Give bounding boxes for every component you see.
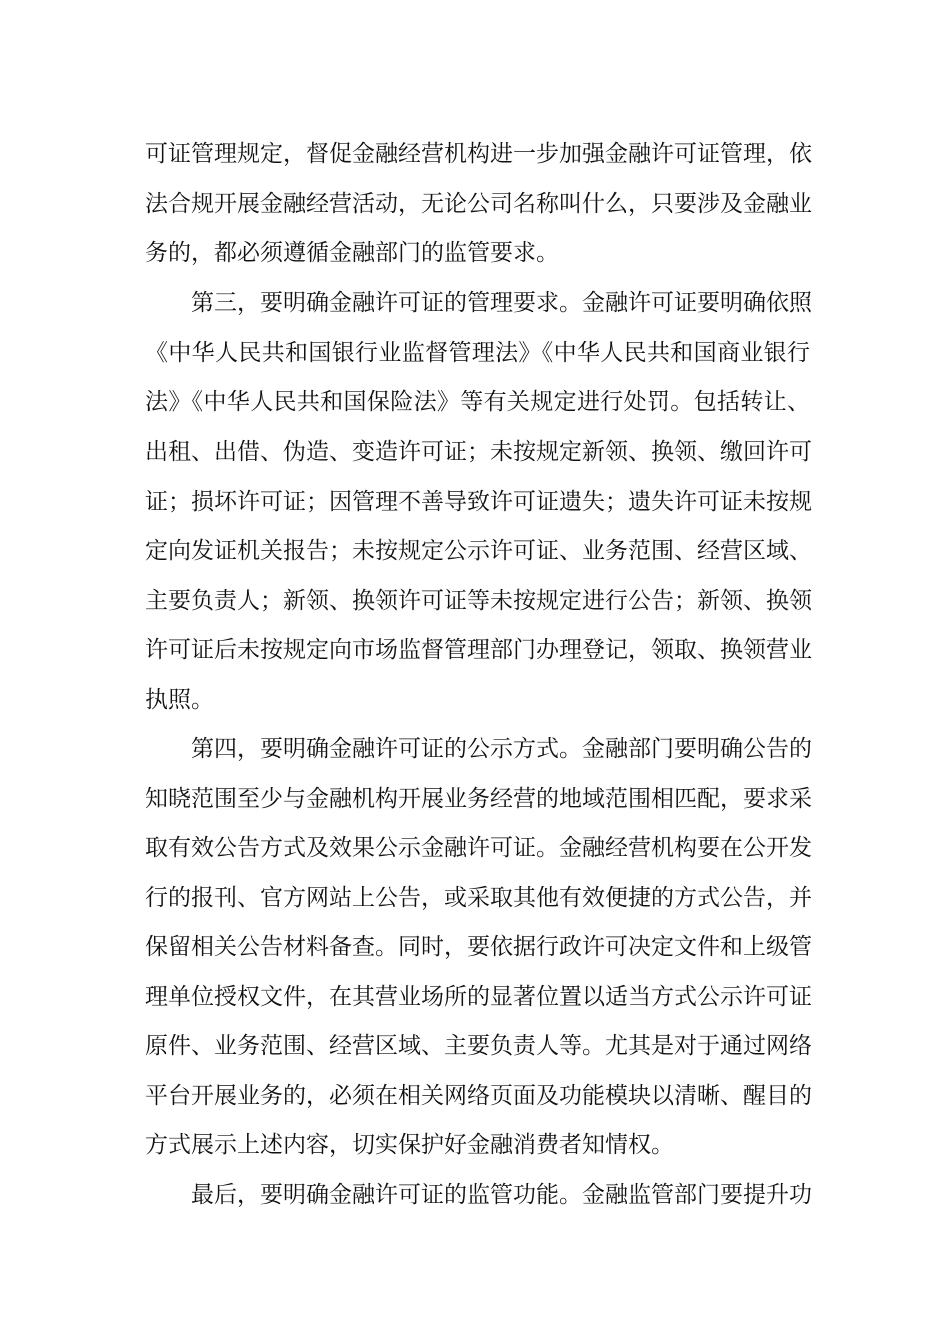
paragraph-2-line-4: 出租、出借、伪造、变造许可证；未按规定新领、换领、缴回许可 [145,439,812,465]
paragraph-2-line-1: 第三，要明确金融许可证的管理要求。金融许可证要明确依照 [191,290,812,316]
paragraph-1-line-3: 务的，都必须遵循金融部门的监管要求。 [145,240,559,266]
paragraph-3-line-6: 理单位授权文件，在其营业场所的显著位置以适当方式公示许可证 [145,984,812,1010]
paragraph-1-line-1: 可证管理规定，督促金融经营机构进一步加强金融许可证管理，依 [145,141,812,167]
paragraph-1-line-2: 法合规开展金融经营活动，无论公司名称叫什么，只要涉及金融业 [145,191,812,217]
paragraph-3-line-2: 知晓范围至少与金融机构开展业务经营的地域范围相匹配，要求采 [145,786,812,812]
paragraph-3-line-9: 方式展示上述内容，切实保护好金融消费者知情权。 [145,1132,674,1158]
paragraph-2-line-2: 《中华人民共和国银行业监督管理法》《中华人民共和国商业银行 [145,340,810,366]
paragraph-2-line-6: 定向发证机关报告；未按规定公示许可证、业务范围、经营区域、 [145,538,812,564]
paragraph-3-line-5: 保留相关公告材料备查。同时，要依据行政许可决定文件和上级管 [145,934,812,960]
paragraph-3-line-7: 原件、业务范围、经营区域、主要负责人等。尤其是对于通过网络 [145,1033,812,1059]
paragraph-2-line-9: 执照。 [145,687,214,713]
document-page [145,0,810,1344]
paragraph-3-line-1: 第四，要明确金融许可证的公示方式。金融部门要明确公告的 [191,736,812,762]
paragraph-3-line-4: 行的报刊、官方网站上公告，或采取其他有效便捷的方式公告，并 [145,885,812,911]
paragraph-2-line-7: 主要负责人；新领、换领许可证等未按规定进行公告；新领、换领 [145,588,812,614]
paragraph-2-line-5: 证；损坏许可证；因管理不善导致许可证遗失；遗失许可证未按规 [145,489,812,515]
paragraph-2-line-8: 许可证后未按规定向市场监督管理部门办理登记，领取、换领营业 [145,637,812,663]
paragraph-2-line-3: 法》《中华人民共和国保险法》等有关规定进行处罚。包括转让、 [145,389,810,415]
paragraph-4-line-1: 最后，要明确金融许可证的监管功能。金融监管部门要提升功 [191,1182,812,1208]
paragraph-3-line-3: 取有效公告方式及效果公示金融许可证。金融经营机构要在公开发 [145,835,812,861]
paragraph-3-line-8: 平台开展业务的，必须在相关网络页面及功能模块以清晰、醒目的 [145,1083,812,1109]
